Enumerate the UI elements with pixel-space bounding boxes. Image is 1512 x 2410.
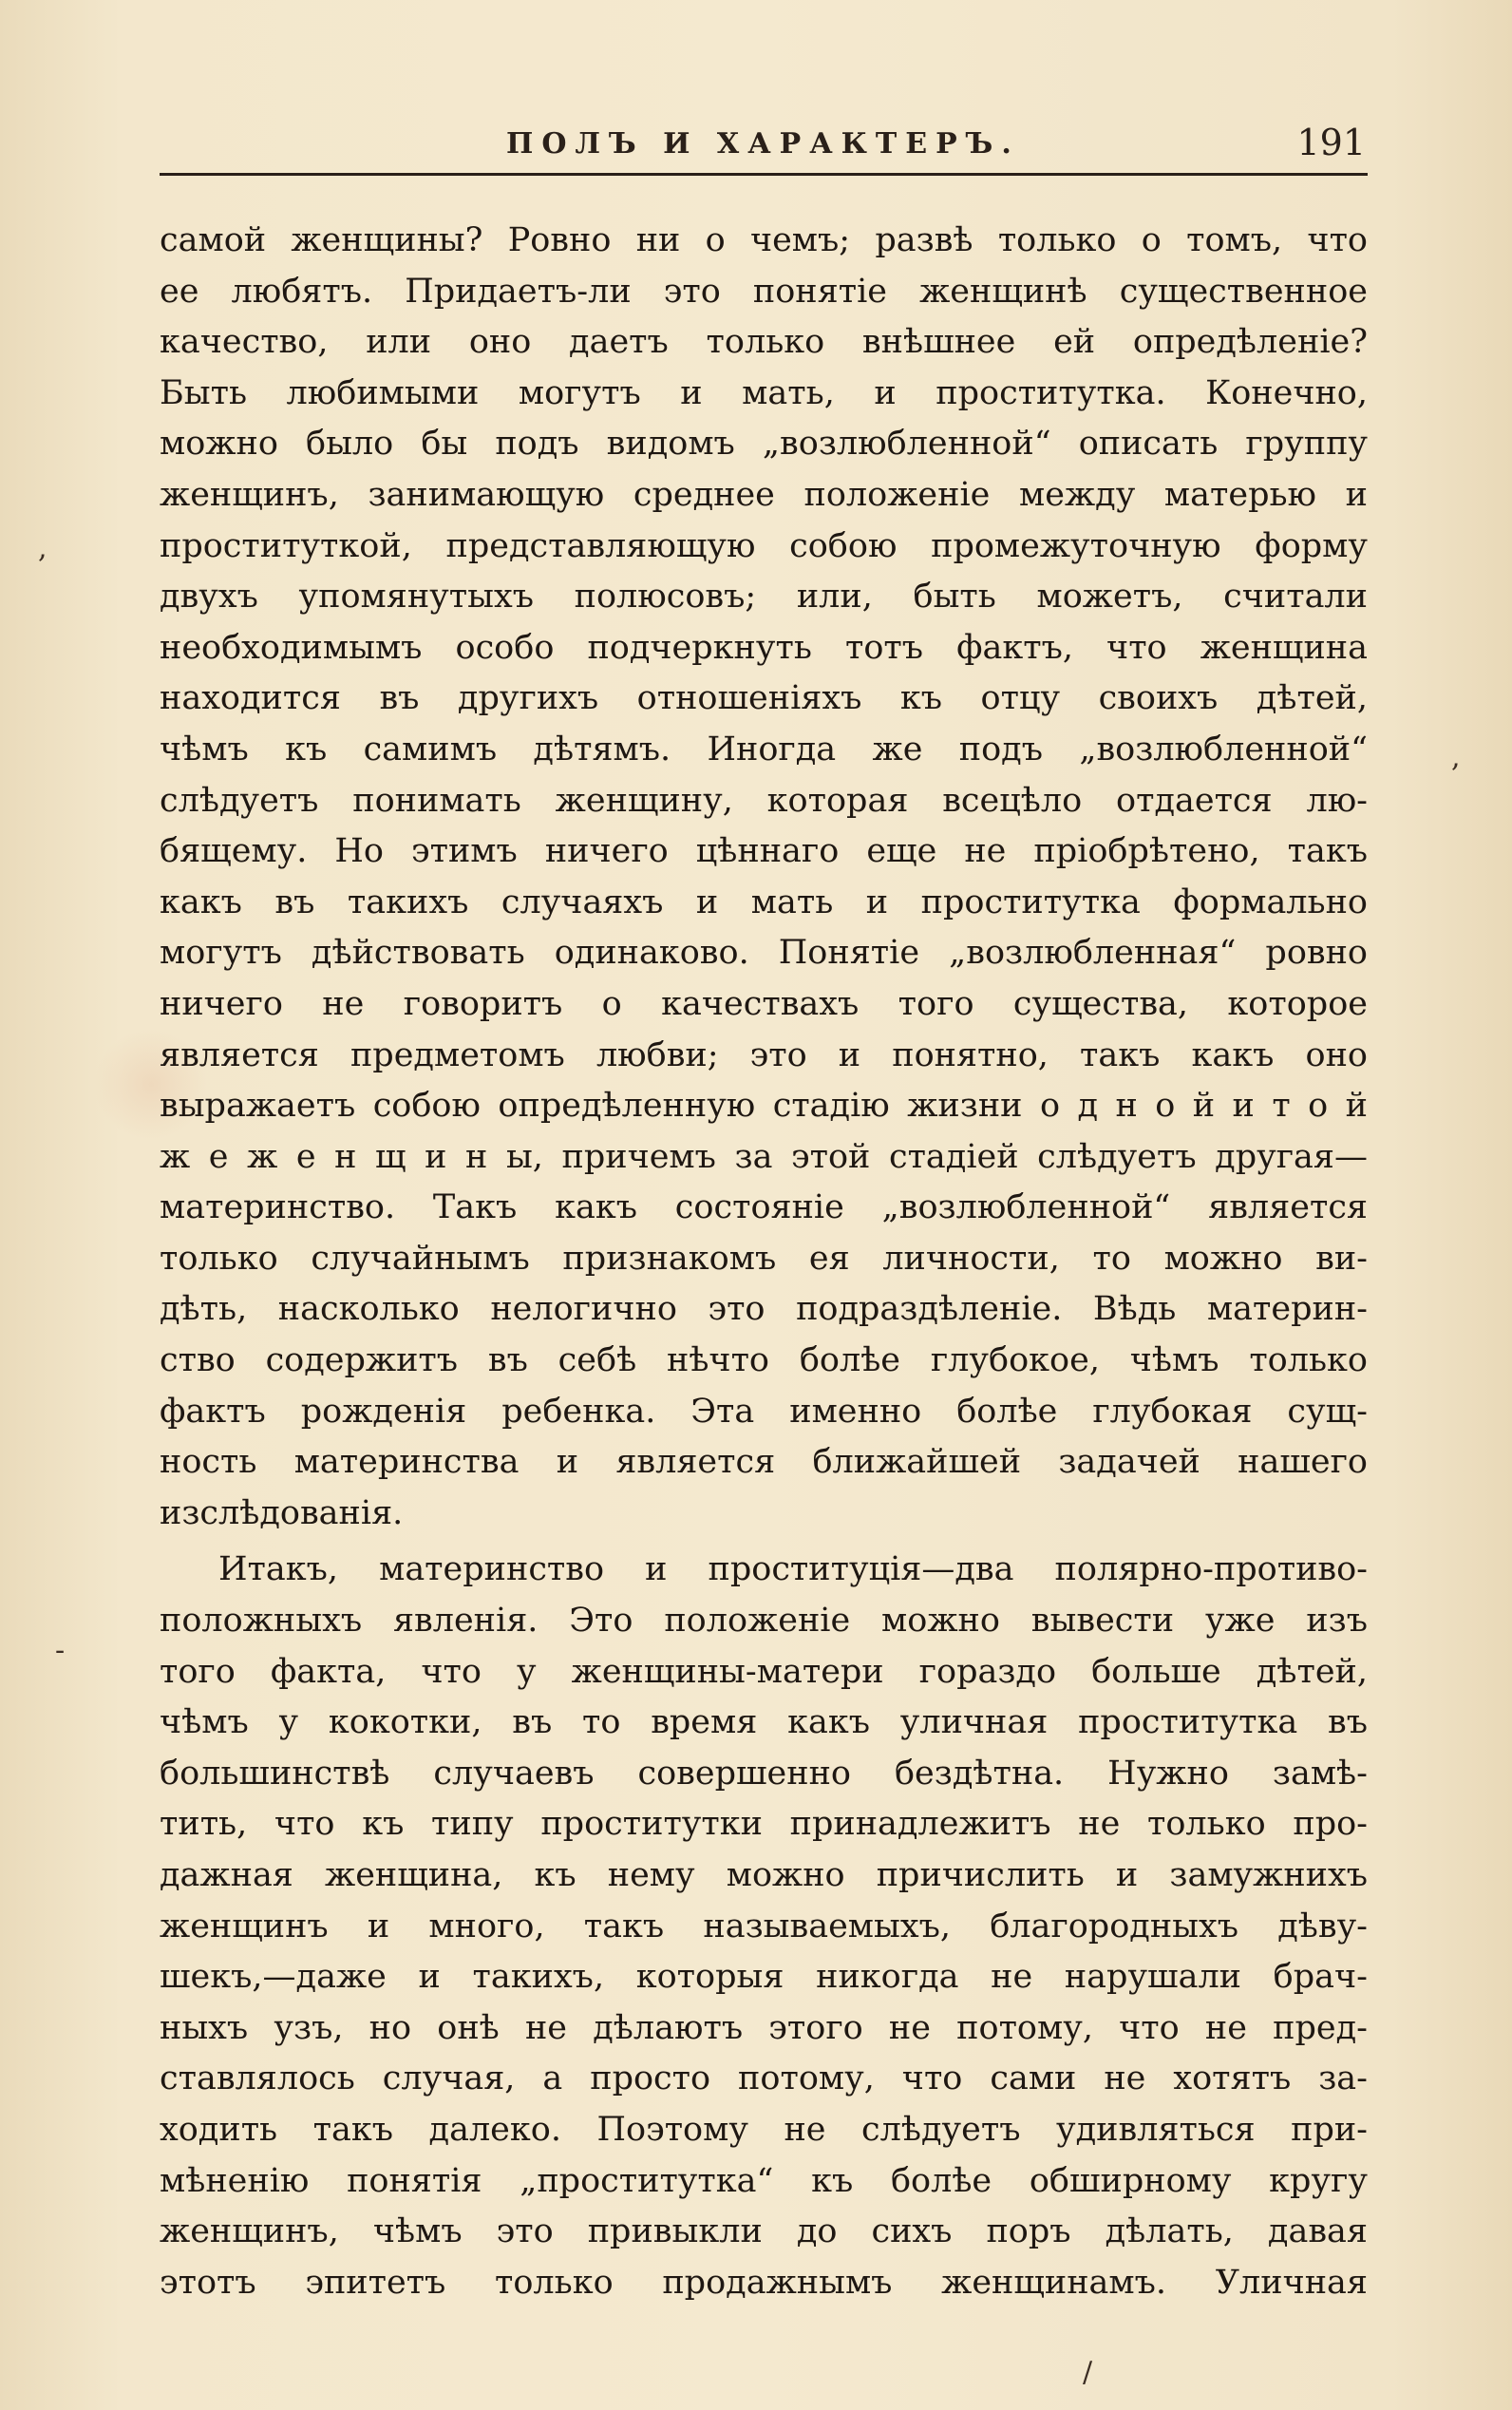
running-title: ПОЛЪ И ХАРАКТЕРЪ. bbox=[506, 127, 1020, 161]
text-line-first: Итакъ, материнство и проституція—два полярно-противо- bbox=[218, 1550, 1368, 1589]
text-line: шекъ,—даже и такихъ, которыя никогда не нарушали брач- bbox=[160, 1958, 1368, 1997]
text-line: является предметомъ любви; это и понятно, такъ какъ оно bbox=[160, 1035, 1368, 1074]
margin-speck: / bbox=[1083, 2356, 1093, 2389]
text-line: фактъ рожденія ребенка. Эта именно болѣе глубокая сущ- bbox=[160, 1392, 1368, 1431]
text-line: ство содержитъ въ себѣ нѣчто болѣе глубокое, чѣмъ только bbox=[160, 1341, 1368, 1380]
paragraph-2 bbox=[160, 1545, 1368, 2308]
text-line: материнство. Такъ какъ состояніе „возлюбленной“ является bbox=[160, 1188, 1368, 1227]
text-line: могутъ дѣйствовать одинаково. Понятіе „возлюбленная“ ровно bbox=[160, 934, 1368, 973]
text-line: дѣть, насколько нелогично это подраздѣленіе. Вѣдь материн- bbox=[160, 1290, 1368, 1329]
body-text bbox=[160, 216, 1368, 2308]
text-line: ность материнства и является ближайшей задачей нашего bbox=[160, 1443, 1368, 1482]
text-line: того факта, что у женщины-матери гораздо больше дѣтей, bbox=[160, 1652, 1368, 1691]
text-line: женщинъ, чѣмъ это привыкли до сихъ поръ дѣлать, давая bbox=[160, 2212, 1368, 2251]
text-line: ставлялось случая, а просто потому, что сами не хотятъ за- bbox=[160, 2059, 1368, 2098]
text-line: самой женщины? Ровно ни о чемъ; развѣ только о томъ, что bbox=[160, 221, 1368, 259]
text-line: чѣмъ у кокотки, въ то время какъ уличная проститутка въ bbox=[160, 1703, 1368, 1742]
text-line: ее любятъ. Придаетъ-ли это понятіе женщинѣ существенное bbox=[160, 272, 1368, 311]
text-line: проституткой, представляющую собою промежуточную форму bbox=[160, 526, 1368, 565]
text-line: выражаетъ собою опредѣленную стадію жизни о д н о й и т о й bbox=[160, 1087, 1368, 1126]
margin-speck: - bbox=[55, 1634, 66, 1667]
header-rule bbox=[160, 173, 1368, 176]
text-line: только случайнымъ признакомъ ея личности, то можно ви- bbox=[160, 1239, 1368, 1278]
text-line: ничего не говоритъ о качествахъ того существа, которое bbox=[160, 984, 1368, 1023]
text-line: тить, что къ типу проститутки принадлежитъ не только про- bbox=[160, 1805, 1368, 1844]
page-number: 191 bbox=[1296, 122, 1366, 163]
text-line: можно было бы подъ видомъ „возлюбленной“ описать группу bbox=[160, 425, 1368, 464]
text-line: Быть любимыми могутъ и мать, и проститутка. Конечно, bbox=[160, 373, 1368, 412]
text-line: женщинъ, занимающую среднее положеніе между матерью и bbox=[160, 475, 1368, 514]
text-line: чѣмъ къ самимъ дѣтямъ. Иногда же подъ „возлюбленной“ bbox=[160, 730, 1368, 769]
text-line: этотъ эпитетъ только продажнымъ женщинамъ. Уличная bbox=[160, 2263, 1368, 2302]
text-line: ж е ж е н щ и н ы, причемъ за этой стадіей слѣдуетъ другая— bbox=[160, 1137, 1368, 1176]
text-line: качество, или оно даетъ только внѣшнее ей опредѣленіе? bbox=[160, 323, 1368, 362]
text-line: бящему. Но этимъ ничего цѣннаго еще не пріобрѣтено, такъ bbox=[160, 832, 1368, 871]
text-line: находится въ другихъ отношеніяхъ къ отцу своихъ дѣтей, bbox=[160, 679, 1368, 718]
text-line: дажная женщина, къ нему можно причислить и замужнихъ bbox=[160, 1856, 1368, 1894]
text-line-last: изслѣдованія. bbox=[160, 1493, 404, 1532]
margin-speck: , bbox=[1451, 741, 1461, 774]
text-line: ныхъ узъ, но онѣ не дѣлаютъ этого не потому, что не пред- bbox=[160, 2008, 1368, 2047]
text-line: двухъ упомянутыхъ полюсовъ; или, быть можетъ, считали bbox=[160, 578, 1368, 617]
margin-speck: , bbox=[38, 532, 47, 565]
text-line: необходимымъ особо подчеркнуть тотъ фактъ, что женщина bbox=[160, 628, 1368, 667]
text-line: женщинъ и много, такъ называемыхъ, благородныхъ дѣву- bbox=[160, 1907, 1368, 1945]
text-line: ходить такъ далеко. Поэтому не слѣдуетъ удивляться при- bbox=[160, 2110, 1368, 2149]
paragraph-1 bbox=[160, 216, 1368, 1539]
text-line: положныхъ явленія. Это положеніе можно вывести уже изъ bbox=[160, 1602, 1368, 1641]
text-line: какъ въ такихъ случаяхъ и мать и проститутка формально bbox=[160, 882, 1368, 921]
text-line: мѣненію понятія „проститутка“ къ болѣе обширному кругу bbox=[160, 2161, 1368, 2200]
text-line: слѣдуетъ понимать женщину, которая всецѣло отдается лю- bbox=[160, 781, 1368, 820]
text-line: большинствѣ случаевъ совершенно бездѣтна. Нужно замѣ- bbox=[160, 1754, 1368, 1793]
page-header bbox=[160, 122, 1368, 171]
